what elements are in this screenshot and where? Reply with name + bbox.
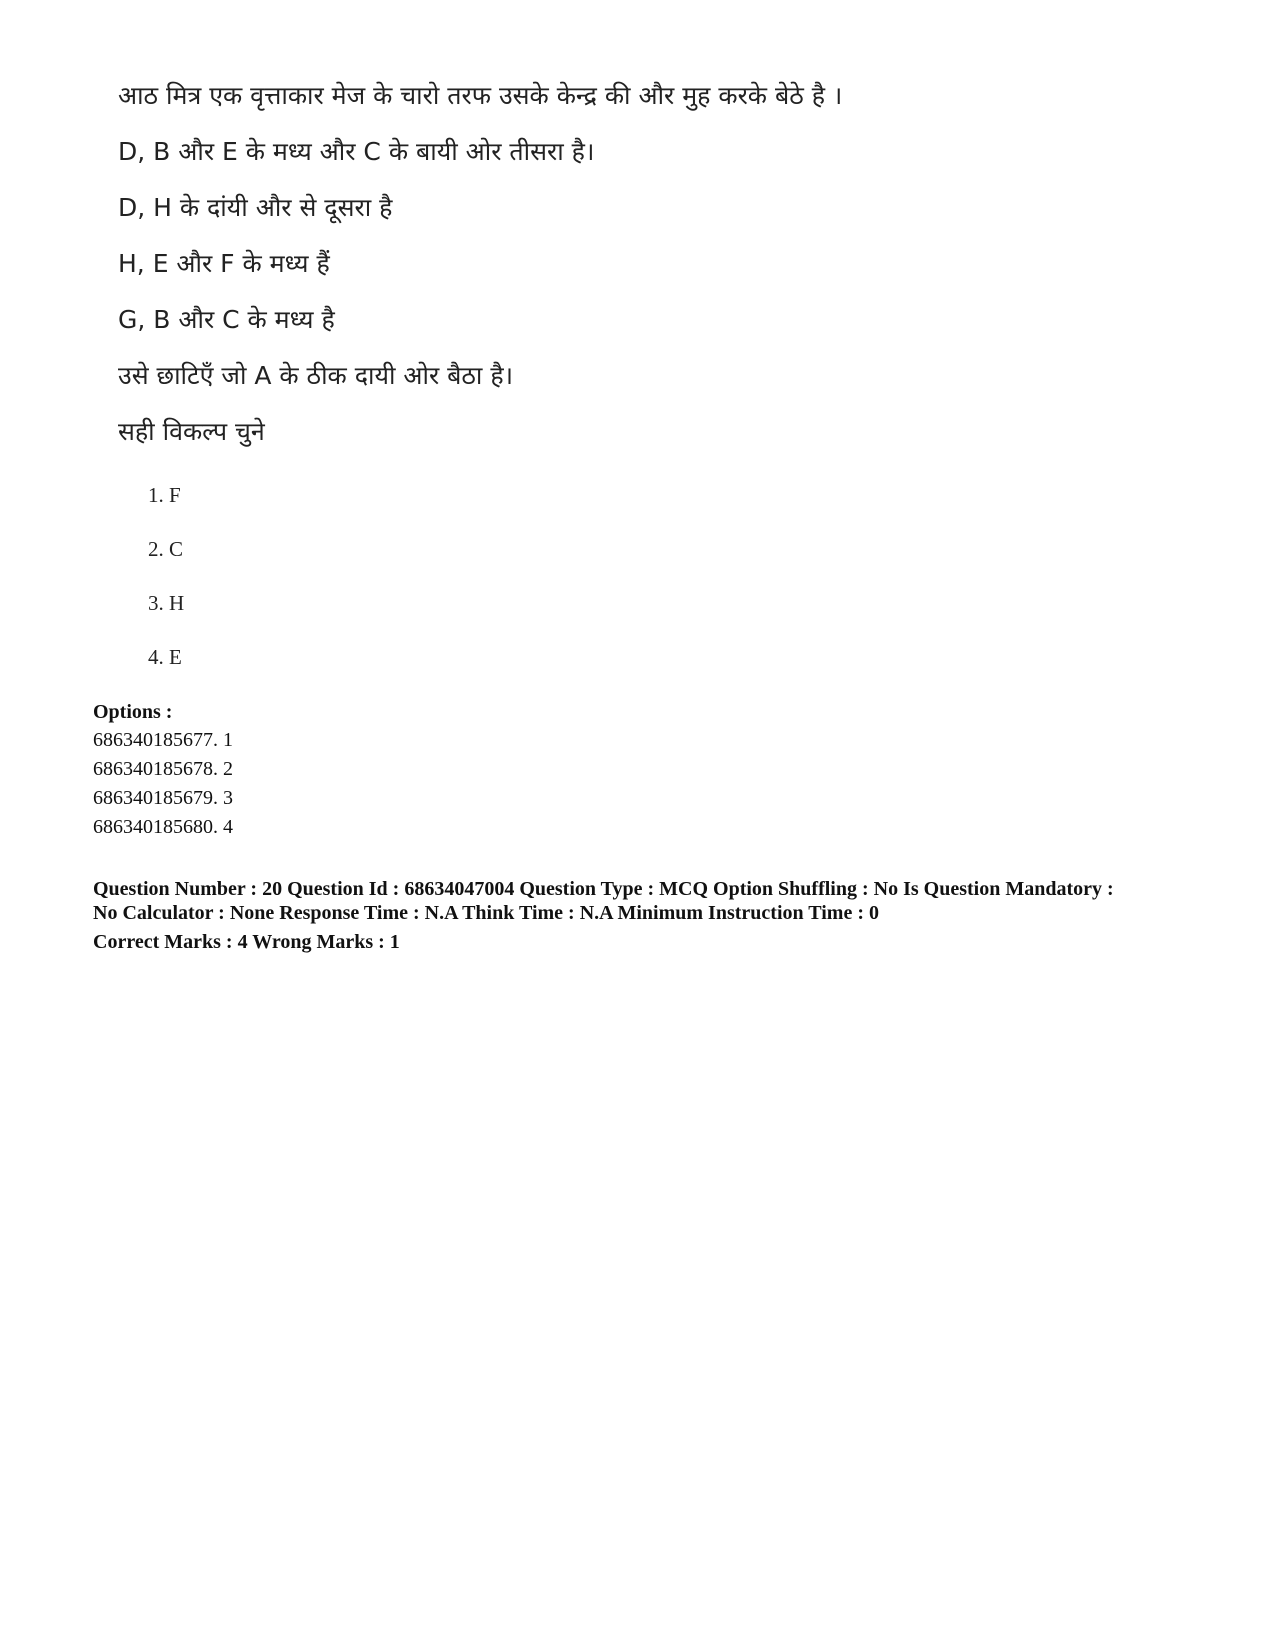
question-metadata xyxy=(93,877,1203,954)
option-id-4: 686340185680. 4 xyxy=(93,816,233,838)
question-line-clue-1: D, B और E के मध्य और C के बायी ओर तीसरा है। xyxy=(118,137,595,166)
question-line-clue-4: G, B और C के मध्य है xyxy=(118,305,335,334)
metadata-line-1: Question Number : 20 Question Id : 68634047004 Question Type : MCQ Option Shuffling : No Is Question Mandatory : xyxy=(93,878,1114,900)
question-text xyxy=(118,80,1118,472)
option-id-3: 686340185679. 3 xyxy=(93,787,233,809)
answer-choices xyxy=(148,482,448,698)
question-line-clue-2: D, H के दांयी और से दूसरा है xyxy=(118,193,393,222)
options-heading: Options : xyxy=(93,701,173,723)
option-id-1: 686340185677. 1 xyxy=(93,729,233,751)
answer-choice-3: 3. H xyxy=(148,591,185,615)
question-line-ask: उसे छाटिएँ जो A के ठीक दायी ओर बैठा है। xyxy=(118,361,514,390)
option-id-2: 686340185678. 2 xyxy=(93,758,233,780)
metadata-line-2: No Calculator : None Response Time : N.A Think Time : N.A Minimum Instruction Time : 0 xyxy=(93,902,879,924)
marks-line: Correct Marks : 4 Wrong Marks : 1 xyxy=(93,931,400,953)
answer-choice-1: 1. F xyxy=(148,483,181,507)
question-line-intro: आठ मित्र एक वृत्ताकार मेज के चारो तरफ उसके केन्द्र की और मुह करके बेठे है । xyxy=(118,81,843,110)
answer-choice-4: 4. E xyxy=(148,645,182,669)
question-line-instruction: सही विकल्प चुने xyxy=(118,417,265,446)
question-line-clue-3: H, E और F के मध्य हैं xyxy=(118,249,330,278)
answer-choice-2: 2. C xyxy=(148,537,184,561)
options-section xyxy=(93,698,693,842)
